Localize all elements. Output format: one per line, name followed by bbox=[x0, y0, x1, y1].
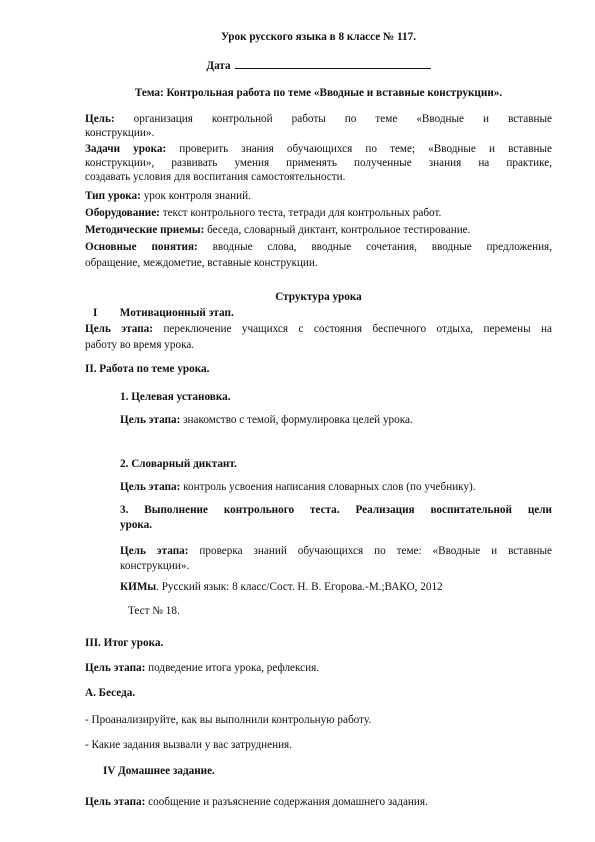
conversation-title: А. Беседа. bbox=[85, 687, 136, 699]
goal-line-1 bbox=[85, 112, 552, 126]
date-line bbox=[85, 58, 552, 73]
test-number: Тест № 18. bbox=[128, 605, 180, 617]
stage-2-title: II. Работа по теме урока. bbox=[85, 363, 210, 375]
tasks-line-3: создавать условия для воспитания самостоятельности. bbox=[85, 171, 346, 183]
tasks-line-1 bbox=[85, 142, 552, 156]
substage-1-goal bbox=[120, 413, 552, 427]
methods-line bbox=[85, 223, 552, 237]
lesson-type-line bbox=[85, 189, 552, 203]
tasks-text-1: проверить знания обучающихся по теме; «Вводные и вставные bbox=[179, 143, 552, 155]
methods-text: беседа, словарный диктант, контрольное тестирование. bbox=[207, 224, 471, 236]
substage-2-title: 2. Словарный диктант. bbox=[120, 458, 237, 470]
question-2: - Какие задания вызвали у вас затруднения. bbox=[85, 739, 292, 751]
concepts-label: Основные понятия: bbox=[85, 241, 198, 253]
stage-1-goal-label: Цель этапа: bbox=[85, 323, 153, 335]
concepts-line-1 bbox=[85, 240, 552, 254]
kim-reference bbox=[120, 580, 552, 594]
substage-3-goal-line-2: конструкции». bbox=[120, 560, 190, 572]
equipment-label: Оборудование: bbox=[85, 207, 160, 219]
stage-3-goal bbox=[85, 661, 552, 675]
structure-heading: Структура урока bbox=[275, 291, 362, 303]
type-label: Тип урока: bbox=[85, 190, 141, 202]
stage-1-number: I bbox=[93, 307, 98, 319]
stage-3-title: III. Итог урока. bbox=[85, 637, 164, 649]
goal-text-1: организация контрольной работы по теме «Вводные и вставные bbox=[133, 113, 552, 125]
equipment-text: текст контрольного теста, тетради для контрольных работ. bbox=[162, 207, 442, 219]
kim-label: КИМы bbox=[120, 581, 157, 593]
stage-4-title: IV Домашнее задание. bbox=[103, 765, 215, 777]
stage-1-title-text: Мотивационный этап. bbox=[119, 307, 234, 319]
stage-3-goal-label: Цель этапа: bbox=[85, 662, 146, 674]
stage-1-title bbox=[85, 306, 552, 320]
stage-1-goal-line-1 bbox=[85, 322, 552, 336]
stage-4-goal-label: Цель этапа: bbox=[85, 796, 146, 808]
date-blank bbox=[235, 58, 431, 69]
type-text: урок контроля знаний. bbox=[143, 190, 251, 202]
substage-2-goal-text: контроль усвоения написания словарных слов (по учебнику). bbox=[183, 481, 476, 493]
stage-3-goal-text: подведение итога урока, рефлексия. bbox=[148, 662, 320, 674]
methods-label: Методические приемы: bbox=[85, 224, 205, 236]
substage-2-goal-label: Цель этапа: bbox=[120, 481, 181, 493]
substage-1-title: 1. Целевая установка. bbox=[120, 391, 231, 403]
date-label: Дата bbox=[206, 60, 231, 72]
substage-3-goal-text-1: проверка знаний обучающихся по теме: «Вводные и вставные bbox=[199, 545, 552, 557]
substage-3-title-line-1: 3. Выполнение контрольного теста. Реализация воспитательной цели bbox=[120, 504, 552, 516]
concepts-line-2: обращение, междометие, вставные конструкции. bbox=[85, 257, 318, 269]
substage-2-goal bbox=[120, 480, 552, 494]
lesson-title: Урок русского языка в 8 классе № 117. bbox=[220, 31, 416, 43]
concepts-text-1: вводные слова, вводные сочетания, вводные предложения, bbox=[212, 241, 553, 253]
stage-4-goal bbox=[85, 795, 552, 809]
goal-label: Цель: bbox=[85, 113, 115, 125]
topic-label: Тема: bbox=[134, 87, 164, 99]
equipment-line bbox=[85, 206, 552, 220]
kim-text: . Русский язык: 8 класс/Сост. Н. В. Егорова.-М.;ВАКО, 2012 bbox=[156, 581, 443, 593]
topic-text: Контрольная работа по теме «Вводные и вставные конструкции». bbox=[166, 87, 503, 99]
substage-1-goal-text: знакомство с темой, формулировка целей урока. bbox=[183, 414, 413, 426]
goal-line-2: конструкции». bbox=[85, 127, 155, 139]
question-1: - Проанализируйте, как вы выполнили контрольную работу. bbox=[85, 714, 372, 726]
substage-1-goal-label: Цель этапа: bbox=[120, 414, 181, 426]
tasks-label: Задачи урока: bbox=[85, 143, 167, 155]
stage-4-goal-text: сообщение и разъяснение содержания домашнего задания. bbox=[148, 796, 428, 808]
substage-3-title-line-2: урока. bbox=[120, 519, 153, 531]
topic-line bbox=[85, 86, 552, 100]
tasks-line-2: конструкции», развивать умения применять полученные знания на практике, bbox=[85, 157, 552, 169]
substage-3-goal-line-1 bbox=[120, 544, 552, 558]
stage-1-goal-text-1: переключение учащихся с состояния беспечного отдыха, перемены на bbox=[163, 323, 553, 335]
stage-1-goal-line-2: работу во время урока. bbox=[85, 339, 195, 351]
substage-3-goal-label: Цель этапа: bbox=[120, 545, 189, 557]
